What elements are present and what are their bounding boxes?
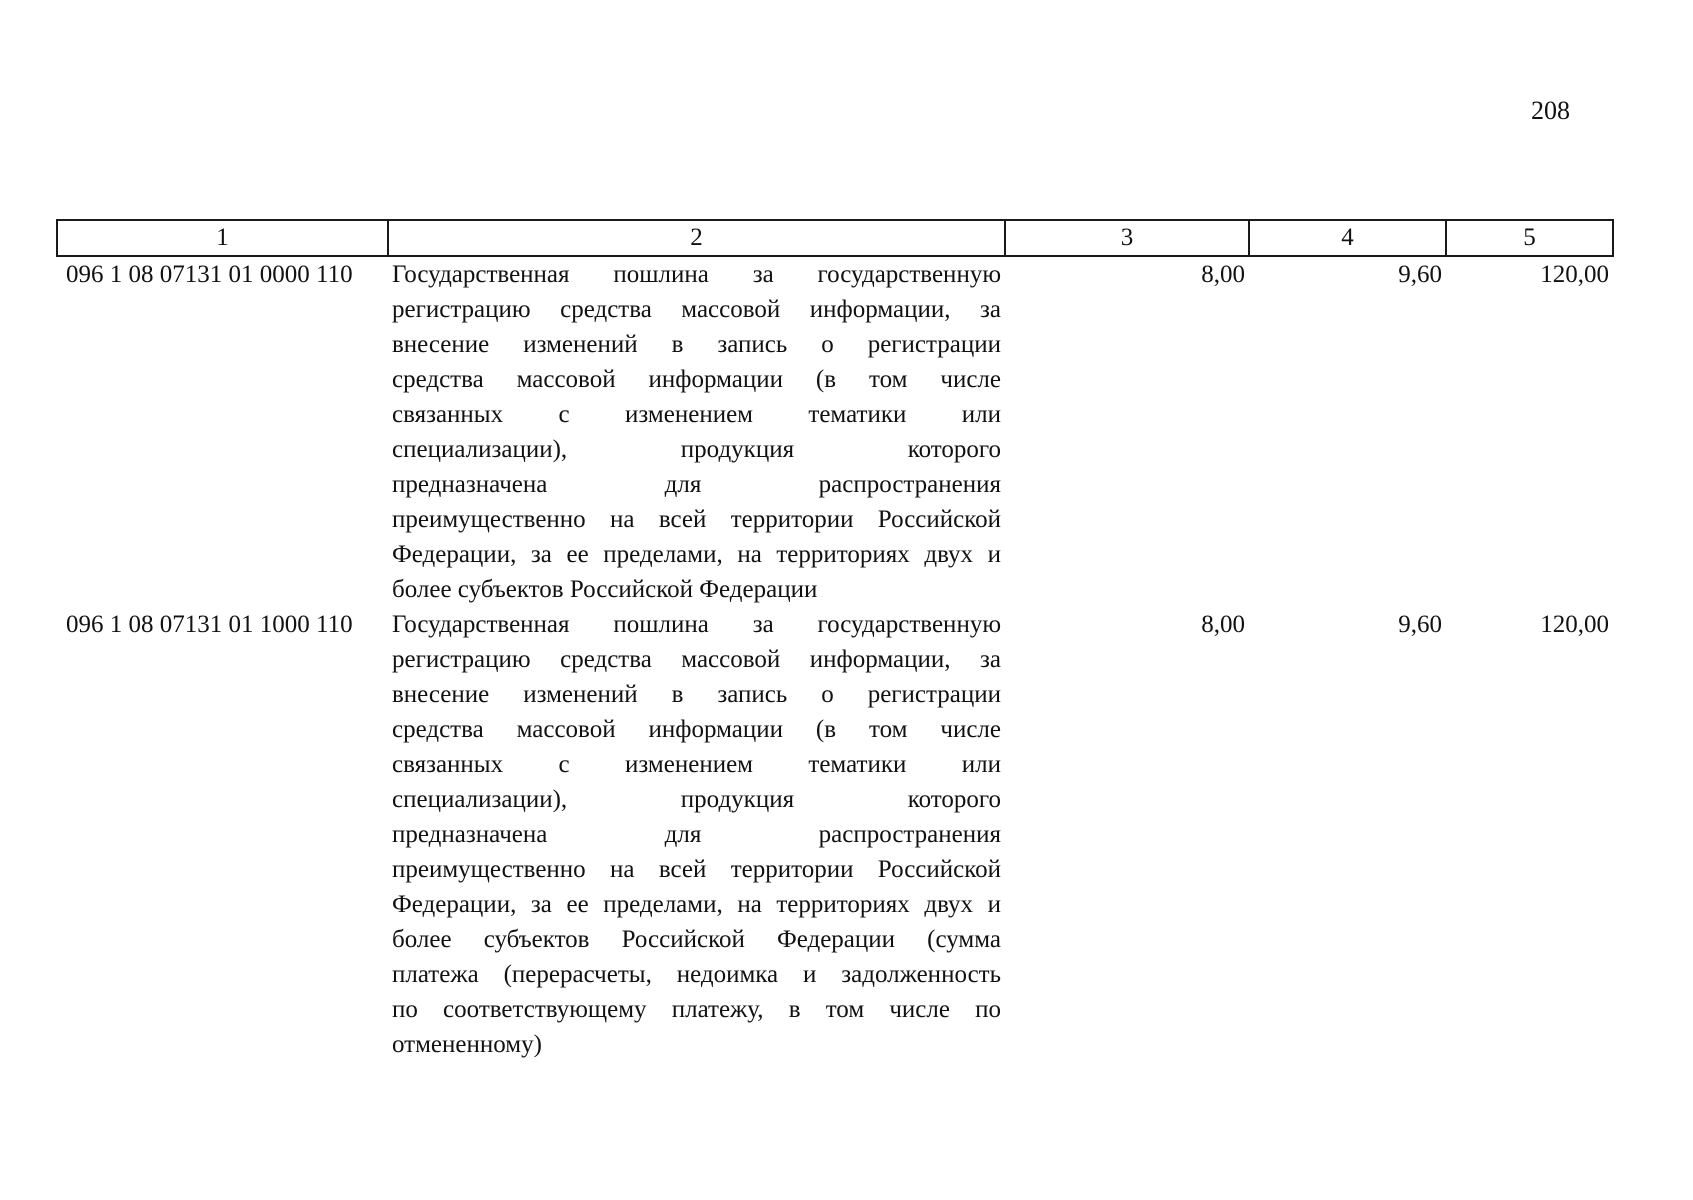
- value-col-3: 8,00: [1201, 611, 1245, 638]
- description-line: Федерации, за ее пределами, на территориях двух и: [392, 891, 1001, 918]
- table-body: [57, 256, 1613, 1062]
- description-line: предназначена для распространения: [392, 471, 1001, 498]
- description-cell: [388, 607, 1005, 1062]
- description-line: платежа (перерасчеты, недоимка и задолженность: [392, 961, 1001, 988]
- budget-table: [56, 219, 1614, 1062]
- description-line: отмененному): [392, 1031, 542, 1058]
- description-cell: [388, 256, 1005, 607]
- header-col-4: 4: [1249, 220, 1446, 256]
- description-line: предназначена для распространения: [392, 821, 1001, 848]
- header-col-1: 1: [57, 220, 388, 256]
- description-line: преимущественно на всей территории Российской: [392, 856, 1001, 883]
- description-line: Государственная пошлина за государственную: [392, 261, 1001, 288]
- description-line: по соответствующему платежу, в том числе по: [392, 996, 1001, 1023]
- budget-code-cell: 096 1 08 07131 01 0000 110: [66, 261, 353, 288]
- description-line: Государственная пошлина за государственную: [392, 611, 1001, 638]
- description-line: связанных с изменением тематики или: [392, 751, 1001, 778]
- header-col-3: 3: [1005, 220, 1249, 256]
- description-line: регистрацию средства массовой информации, за: [392, 646, 1001, 673]
- description-line: внесение изменений в запись о регистрации: [392, 681, 1001, 708]
- value-col-5: 120,00: [1540, 261, 1609, 288]
- description-line: регистрацию средства массовой информации, за: [392, 296, 1001, 323]
- page-number: 208: [1531, 96, 1570, 125]
- value-col-3: 8,00: [1201, 261, 1245, 288]
- value-col-4: 9,60: [1398, 261, 1442, 288]
- value-col-5: 120,00: [1540, 611, 1609, 638]
- description-line: специализации), продукция которого: [392, 786, 1001, 813]
- table-row: [57, 256, 1613, 607]
- description-line: средства массовой информации (в том числе: [392, 716, 1001, 743]
- table-row: [57, 607, 1613, 1062]
- budget-table-container: [56, 219, 1612, 1062]
- description-line: Федерации, за ее пределами, на территориях двух и: [392, 541, 1001, 568]
- description-line: средства массовой информации (в том числе: [392, 366, 1001, 393]
- description-line: специализации), продукция которого: [392, 436, 1001, 463]
- description-line: связанных с изменением тематики или: [392, 401, 1001, 428]
- header-col-5: 5: [1446, 220, 1613, 256]
- description-line: преимущественно на всей территории Российской: [392, 506, 1001, 533]
- budget-code-cell: 096 1 08 07131 01 1000 110: [66, 611, 353, 638]
- header-row: [57, 220, 1613, 256]
- description-line: более субъектов Российской Федерации (сумма: [392, 926, 1001, 953]
- description-line: более субъектов Российской Федерации: [392, 576, 818, 603]
- value-col-4: 9,60: [1398, 611, 1442, 638]
- header-col-2: 2: [388, 220, 1005, 256]
- table-header: [57, 220, 1613, 256]
- description-line: внесение изменений в запись о регистрации: [392, 331, 1001, 358]
